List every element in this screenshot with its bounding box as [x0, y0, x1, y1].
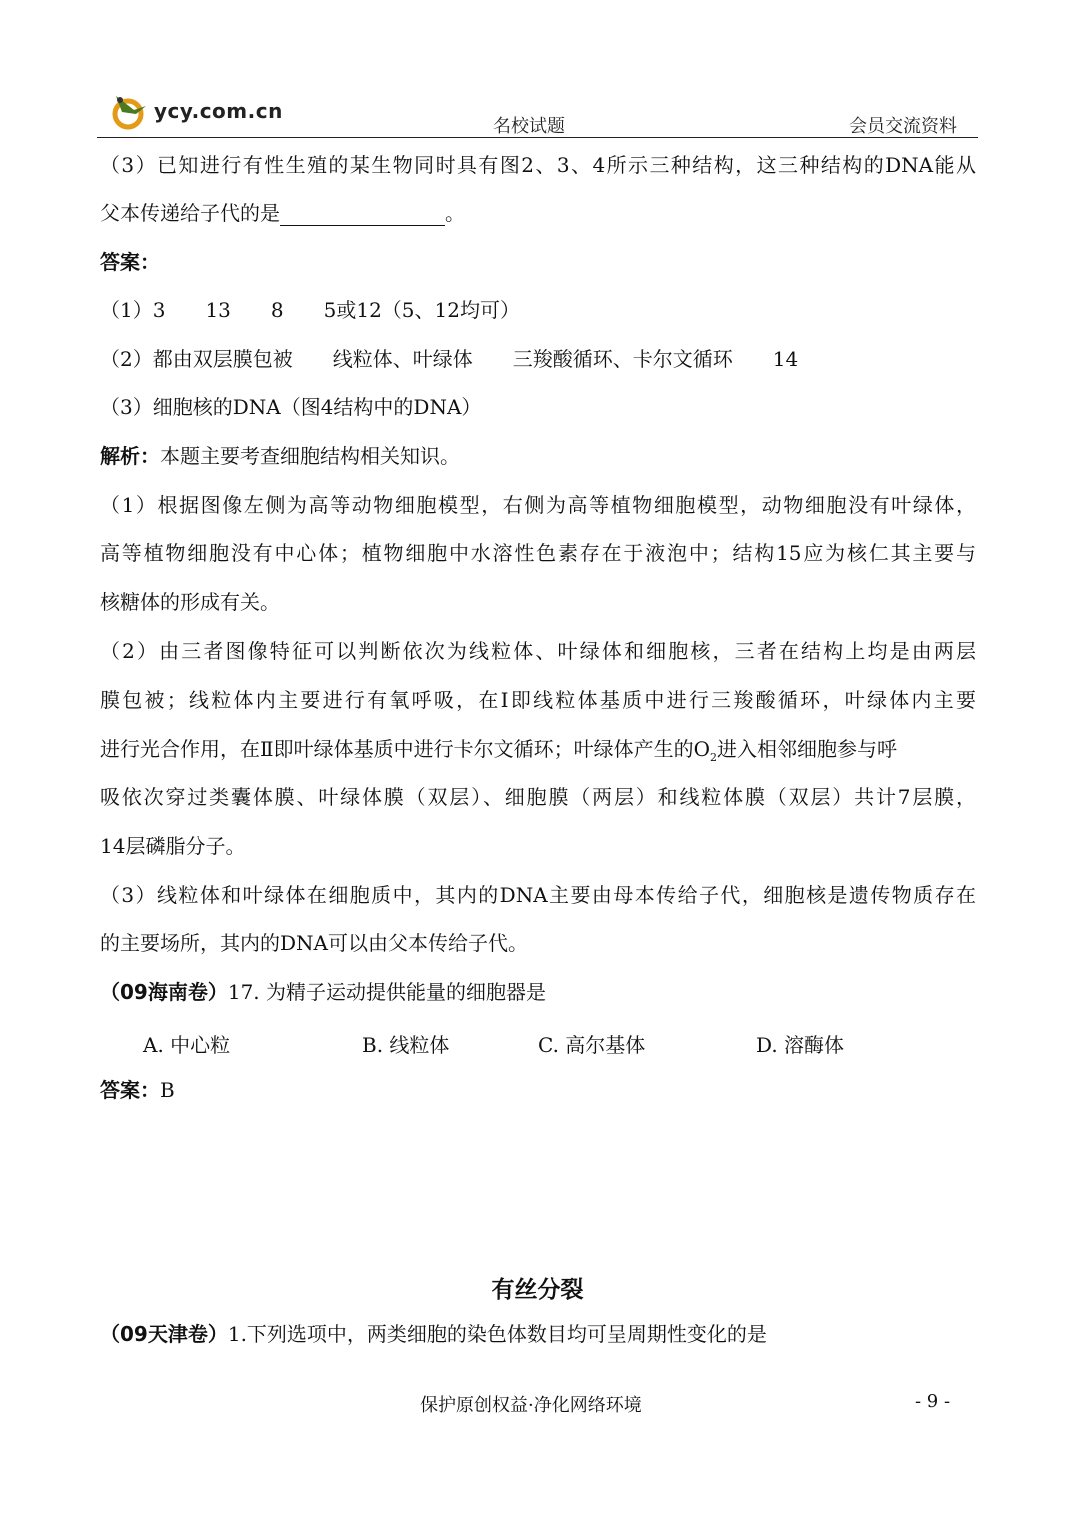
- answer-blank: [280, 205, 445, 226]
- analysis-intro-text: 本题主要考查细胞结构相关知识。: [160, 444, 460, 468]
- analysis-p2-line: 14层磷脂分子。: [100, 834, 246, 858]
- logo-bird-icon: [112, 92, 148, 130]
- question-stem: 1.下列选项中，两类细胞的染色体数目均可呈周期性变化的是: [227, 1322, 767, 1346]
- section-title: 有丝分裂: [491, 1277, 584, 1303]
- answer-label: 答案：: [100, 1078, 160, 1102]
- analysis-p2-line: [100, 736, 976, 771]
- logo-text: ycy.com.cn: [154, 99, 283, 123]
- question-3-line2: [100, 200, 976, 226]
- answer-label: 答案：: [100, 250, 160, 274]
- question-text: 父本传递给子代的是: [100, 201, 280, 225]
- answer-3: （3）细胞核的DNA（图4结构中的DNA）: [100, 395, 482, 419]
- header-right: 会员交流资料: [849, 116, 957, 137]
- question-source: （09海南卷）: [100, 980, 228, 1004]
- question-period: 。: [445, 201, 465, 225]
- option-a: A. 中心粒: [143, 1033, 231, 1057]
- question-1: [100, 1321, 976, 1347]
- text: 进入相邻细胞参与呼: [717, 737, 897, 761]
- header-center: 名校试题: [493, 116, 565, 137]
- page-number: - 9 -: [915, 1391, 951, 1412]
- subscript: 2: [710, 751, 717, 764]
- footer-slogan: 保护原创权益·净化网络环境: [420, 1395, 642, 1416]
- option-b: B. 线粒体: [362, 1033, 450, 1057]
- question-source: （09天津卷）: [100, 1322, 228, 1346]
- option-d: D. 溶酶体: [756, 1033, 845, 1057]
- analysis-p1-line: 核糖体的形成有关。: [100, 590, 280, 614]
- text: 进行光合作用，在Ⅱ即叶绿体基质中进行卡尔文循环；叶绿体产生的O: [100, 737, 710, 761]
- analysis-intro: [100, 443, 976, 469]
- answer-1: （1）3 13 8 5或12（5、12均可）: [100, 298, 520, 322]
- header-divider: [97, 137, 978, 138]
- question-3-line1: （3）已知进行有性生殖的某生物同时具有图2、3、4所示三种结构，这三种结构的DNA能从: [100, 153, 976, 177]
- analysis-p1-line: （1）根据图像左侧为高等动物细胞模型，右侧为高等植物细胞模型，动物细胞没有叶绿体，: [100, 493, 976, 517]
- question-17: [100, 979, 976, 1005]
- analysis-p2-line: （2）由三者图像特征可以判断依次为线粒体、叶绿体和细胞核，三者在结构上均是由两层: [100, 639, 976, 663]
- analysis-p2-line: 膜包被；线粒体内主要进行有氧呼吸，在Ⅰ即线粒体基质中进行三羧酸循环，叶绿体内主要: [100, 688, 976, 712]
- q17-answer: [100, 1077, 976, 1103]
- analysis-p1-line: 高等植物细胞没有中心体；植物细胞中水溶性色素存在于液泡中；结构15应为核仁其主要与: [100, 541, 976, 565]
- analysis-p2-line: 吸依次穿过类囊体膜、叶绿体膜（双层）、细胞膜（两层）和线粒体膜（双层）共计7层膜，: [100, 785, 976, 809]
- analysis-label: 解析：: [100, 444, 160, 468]
- answer-value: B: [160, 1078, 175, 1102]
- analysis-p3-line: 的主要场所，其内的DNA可以由父本传给子代。: [100, 931, 528, 955]
- answer-2: （2）都由双层膜包被 线粒体、叶绿体 三羧酸循环、卡尔文循环 14: [100, 347, 799, 371]
- question-stem: 17. 为精子运动提供能量的细胞器是: [227, 980, 547, 1004]
- analysis-p3-line: （3）线粒体和叶绿体在细胞质中，其内的DNA主要由母本传给子代，细胞核是遗传物质存在: [100, 883, 976, 907]
- site-logo: [112, 92, 283, 130]
- option-c: C. 高尔基体: [538, 1033, 646, 1057]
